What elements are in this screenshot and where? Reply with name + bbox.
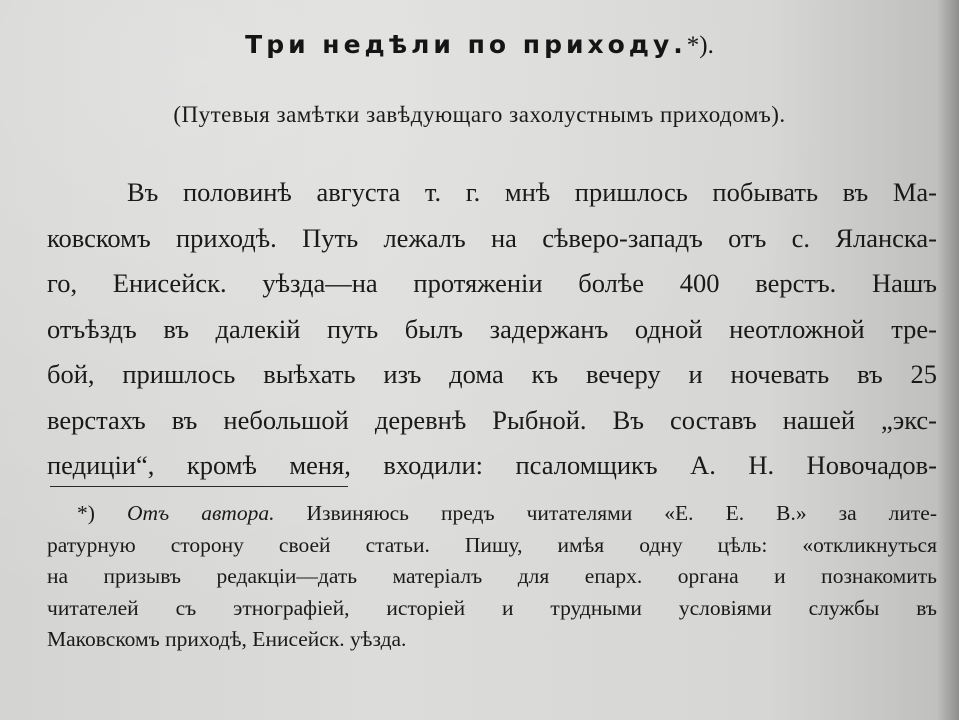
body-line: Въ половинѣ августа т. г. мнѣ пришлось побывать въ Ма- [127,177,937,207]
article-title [0,30,959,60]
footnote-line [47,498,937,530]
body-line: отъѣздъ въ далекій путь былъ задержанъ одной неотложной тре- [47,313,937,344]
body-line: бой, пришлось выѣхать изъ дома къ вечеру и ночевать въ 25 [47,359,937,389]
article-subtitle: (Путевыя замѣтки завѣдующаго захолустнымъ приходомъ). [173,102,786,127]
body-line: го, Енисейск. уѣзда—на протяженіи болѣе 400 верстъ. Нашъ [47,268,937,298]
footnote-italic-lead: Отъ автора. [126,501,275,525]
body-line: верстахъ въ небольшой деревнѣ Рыбной. Въ составъ нашей „экс- [47,404,937,435]
footnote-line: читателей съ этнографіей, исторіей и трудными условіями службы въ [47,595,937,620]
body-paragraph [47,170,937,489]
body-line: ковскомъ приходѣ. Путь лежалъ на сѣверо-западъ отъ с. Яланска- [47,222,937,253]
footnote-line: ратурную сторону своей статьи. Пишу, имѣя одну цѣль: «откликнуться [47,532,937,557]
footnote-line: на призывъ редакціи—дать матеріалъ для епарх. органа и познакомить [47,564,937,588]
footnote-reference-mark: *). [686,32,714,59]
footnote-line: Маковскомъ приходѣ, Енисейск. уѣзда. [47,627,407,651]
body-line: педиціи“, кромѣ меня, входили: псаломщикъ А. Н. Новочадов- [47,450,937,480]
footnote-marker: *) [77,501,95,525]
footnote-separator [50,486,348,487]
footnote-first-line-text: Извиняюсь предъ читателями «Е. Е. В.» за лите- [306,501,938,525]
footnote [47,498,937,656]
article-title-text: Три недѣли по приходу. [245,30,687,59]
